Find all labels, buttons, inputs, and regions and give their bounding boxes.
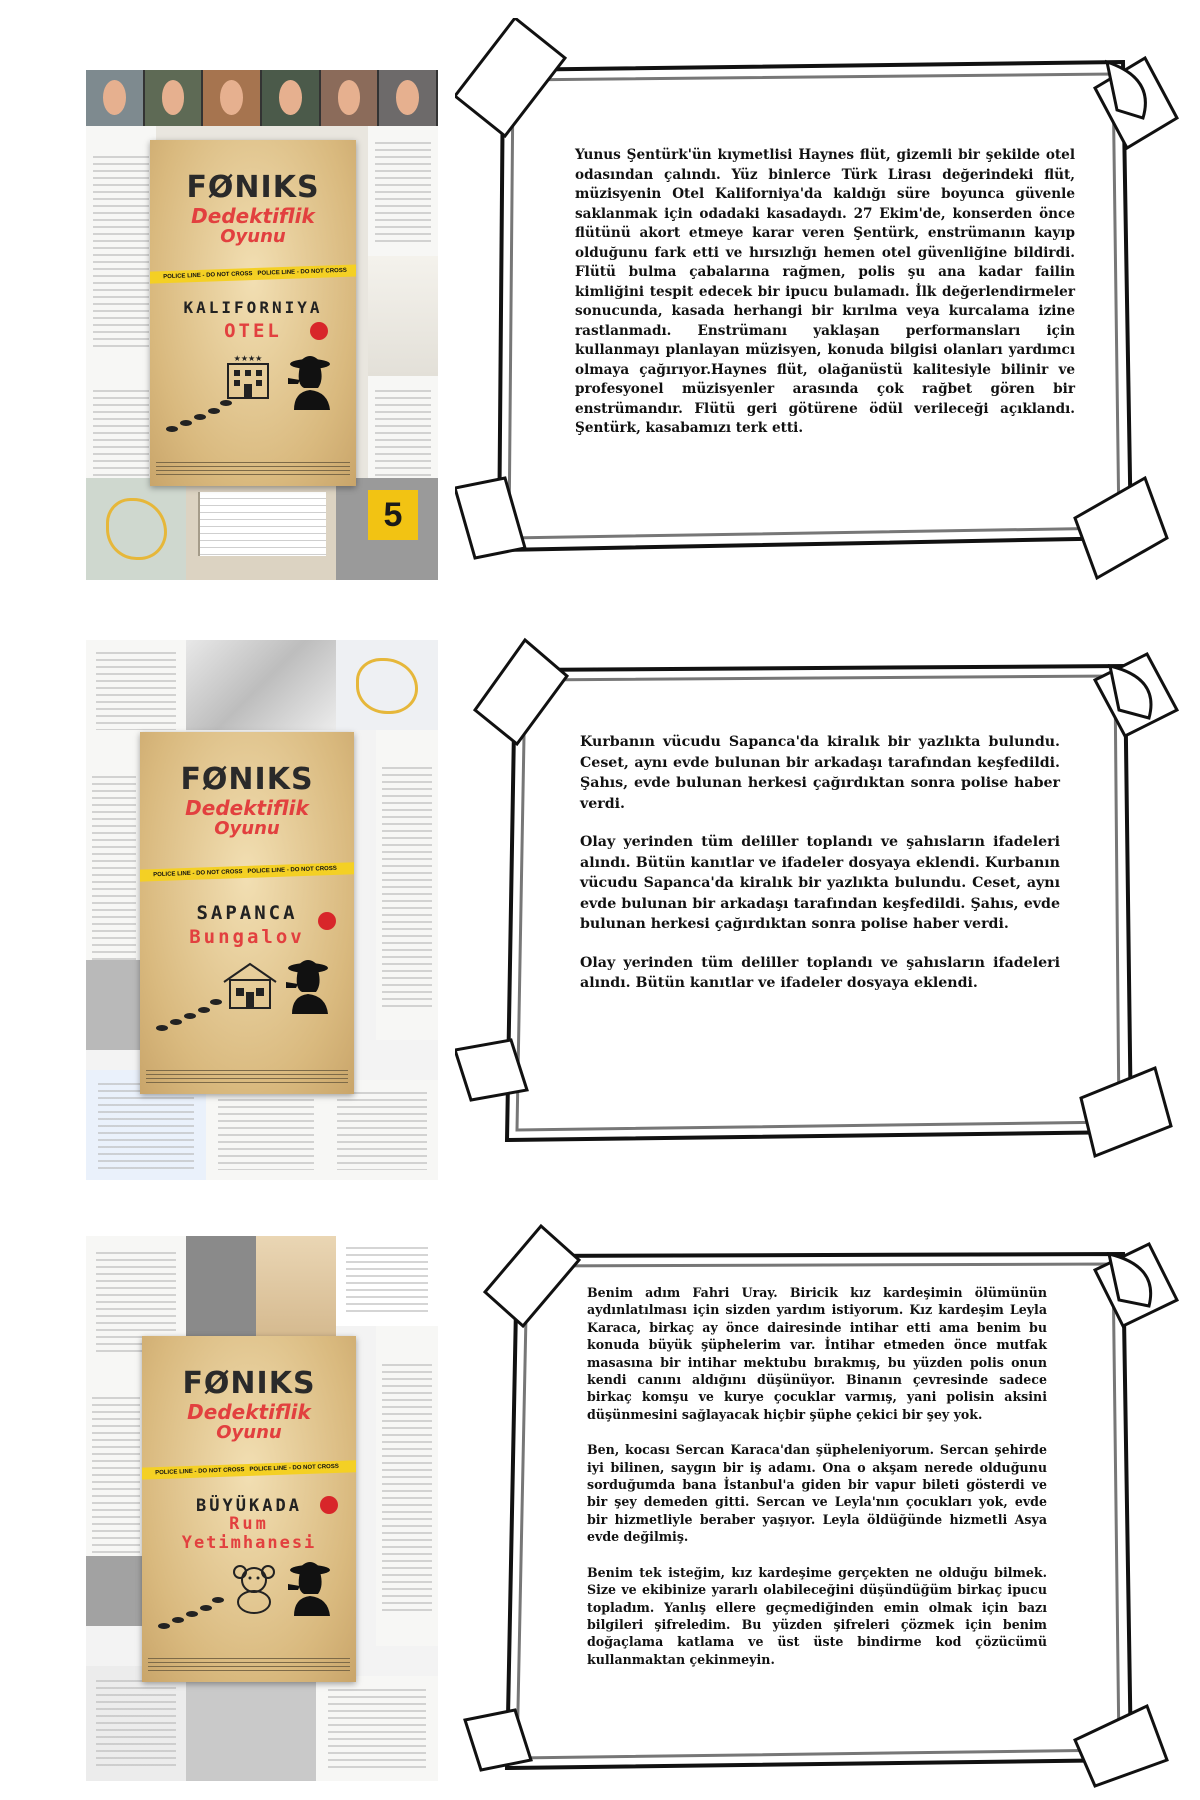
poster-footer: [148, 1658, 350, 1672]
blood-splat-icon: [320, 1496, 338, 1514]
poster-place-1: SAPANCA: [196, 902, 298, 924]
footsteps-icon: [164, 395, 234, 435]
case-section-3: [0, 1200, 1200, 1800]
evidence-collage-1: [86, 70, 438, 580]
story-paragraph: Benim tek isteğim, kız kardeşime gerçekten ne olduğu bilmek. Size ve ekibinize yararlı olabileceğini düşündüğüm birkaç ipucu topladım. Yanlış ellere geçmediğinden emin olmak için bazı bilgileri şifreledim. Bu yüzden şifreleri çözmek için benim doğaçlama katlama ve üst üste bindirme kod çözücümü kullanmaktan çekinmeyin.: [587, 1564, 1047, 1667]
poster-subtitle-2: Oyunu: [214, 818, 280, 839]
detective-silhouette-icon: [284, 1556, 334, 1616]
hotel-building-icon: [220, 352, 276, 400]
blood-splat-icon: [310, 322, 328, 340]
poster-footer: [146, 1070, 348, 1084]
footsteps-icon: [154, 994, 224, 1034]
poster-place-2: Bungalov: [189, 926, 305, 948]
case-note-2: [455, 620, 1180, 1180]
case-section-1: [0, 0, 1200, 600]
teddy-bear-drawing: [336, 1236, 438, 1326]
case-section-2: [0, 600, 1200, 1200]
case-note-1: [455, 18, 1180, 588]
police-tape: POLICE LINE - DO NOT CROSS POLICE LINE - DO NOT CROSS: [142, 1460, 356, 1480]
book-photo: [186, 478, 336, 580]
evidence-collage-3: [86, 1236, 438, 1781]
story-paragraph: Kurbanın vücudu Sapanca'da kiralık bir yazlıkta bulundu. Ceset, aynı evde bulunan bir arkadaşı tarafından keşfedildi. Şahıs, evde bulunan herkesi çağırdıktan sonra polise haber verdi.: [580, 734, 1060, 812]
story-paragraph: Olay yerinden tüm deliller toplandı ve şahısların ifadeleri alındı. Bütün kanıtlar ve ifadeler dosyaya eklendi.: [580, 954, 1060, 991]
game-poster-1: [150, 140, 356, 486]
poster-subtitle-1: Dedektiflik: [191, 204, 315, 228]
poster-footer: [156, 462, 350, 476]
poster-title: FØNIKS: [180, 762, 314, 797]
poster-subtitle-2: Oyunu: [220, 226, 286, 247]
house-icon: [220, 960, 280, 1010]
poster-place-1: BÜYÜKADA: [196, 1496, 302, 1516]
game-poster-2: [140, 732, 354, 1094]
story-paragraph: Yunus Şentürk'ün kıymetlisi Haynes flüt, gizemli bir şekilde otel odasından çalındı. Yüz binlerce Türk Lirası değerindeki flüt, müzisyenin Otel Kaliforniya'da kaldığı süre boyunca güvenle saklanmak için odadaki kasadaydı. 27 Ekim'de, konserden önce flütünü akort etmeye karar veren Şentürk, enstrümanın kayıp olduğunu fark etti ve hırsızlığı hemen otel güvenliğine bildirdi. Flütü bulma çabalarına rağmen, polis şu ana kadar failin kimliğini tespit edecek bir ipucu bulamadı. İlk değerlendirmeler sonucunda, kasada herhangi bir kırılma veya kurcalama izine rastlanmadı. Enstrümanı yaklaşan performansları için kullanmayı planlayan müzisyen, konuda bilgisi olanları yardımcı olmaya çağırıyor.Haynes flüt, olağanüstü kalitesiyle bilinir ve profesyonel müzisyenler arasında çok rağbet gören bir enstrümandır. Flütü geri götürene ödül verileceği açıklandı. Şentürk, kasabamızı terk etti.: [575, 147, 1075, 436]
police-tape: POLICE LINE - DO NOT CROSS POLICE LINE - DO NOT CROSS: [140, 862, 354, 882]
case-story-3: [587, 1284, 1047, 1668]
poster-title: FØNIKS: [186, 170, 320, 205]
police-tape: POLICE LINE - DO NOT CROSS POLICE LINE - DO NOT CROSS: [150, 264, 356, 284]
story-paragraph: Benim adım Fahri Uray. Biricik kız kardeşimin ölümünün aydınlatılması için sizden yardım istiyorum. Kız kardeşim Leyla Karaca, birkaç ay önce dairesinde intihar etti ama benim bu konuda büyük şüphelerim var. İntihar etmeden önce mutfak masasına bir intihar mektubu bırakmış, bu yüzden polis onun kendi canını aldığını düşünüyor. Binanın çevresinde sadece birkaç komşu ve kurye çocuklar varmış, yani polisin aksini düşünmesini sağlayacak hiçbir şüphe çekici bir şey yok.: [587, 1285, 1047, 1422]
detective-silhouette-icon: [282, 954, 332, 1014]
evidence-collage-2: [86, 640, 438, 1180]
svg-text:★★★★: ★★★★: [233, 354, 263, 363]
case-story-2: [580, 732, 1060, 994]
detective-silhouette-icon: [284, 350, 334, 410]
footsteps-icon: [156, 1592, 226, 1632]
crumpled-paper: [186, 640, 336, 730]
poster-place-2: OTEL: [224, 320, 282, 342]
poster-place-3: Yetimhanesi: [181, 1533, 317, 1553]
poster-title: FØNIKS: [182, 1366, 316, 1401]
blood-splat-icon: [318, 912, 336, 930]
poster-place-1: KALIFORNIYA: [183, 298, 323, 317]
poster-place-2: Rum: [229, 1514, 269, 1534]
story-paragraph: Olay yerinden tüm deliller toplandı ve şahısların ifadeleri alındı. Bütün kanıtlar ve ifadeler dosyaya eklendi. Kurbanın vücudu Sapanca'da kiralık bir yazlıkta bulundu. Ceset, aynı evde bulunan bir arkadaşı tarafından keşfedildi. Şahıs, evde bulunan herkesi çağırdıktan sonra polise haber verdi.: [580, 834, 1060, 932]
evidence-marker: 5: [368, 490, 418, 540]
poster-subtitle-2: Oyunu: [216, 1422, 282, 1443]
game-poster-3: [142, 1336, 356, 1682]
story-paragraph: Ben, kocası Sercan Karaca'dan şüpheleniyorum. Sercan şehirde iyi bilinen, saygın bir iş adamı. Ona o akşam nerede olduğunu sorduğumda bana İstanbul'a giden bir vapur bileti gösterdi ve bir şey demeden gitti. Sercan ve Leyla'nın çocukları yok, evde bir hizmetliyle beraber yaşıyor. Leyla öldüğünde hizmetli Asya evde değilmiş.: [587, 1442, 1047, 1545]
map-image: [86, 478, 186, 580]
case-note-3: [455, 1220, 1180, 1790]
poster-subtitle-1: Dedektiflik: [185, 796, 309, 820]
suspect-photos: [86, 70, 438, 126]
teddy-bear-icon: [226, 1562, 282, 1614]
case-story-1: [575, 146, 1075, 439]
poster-subtitle-1: Dedektiflik: [187, 1400, 311, 1424]
